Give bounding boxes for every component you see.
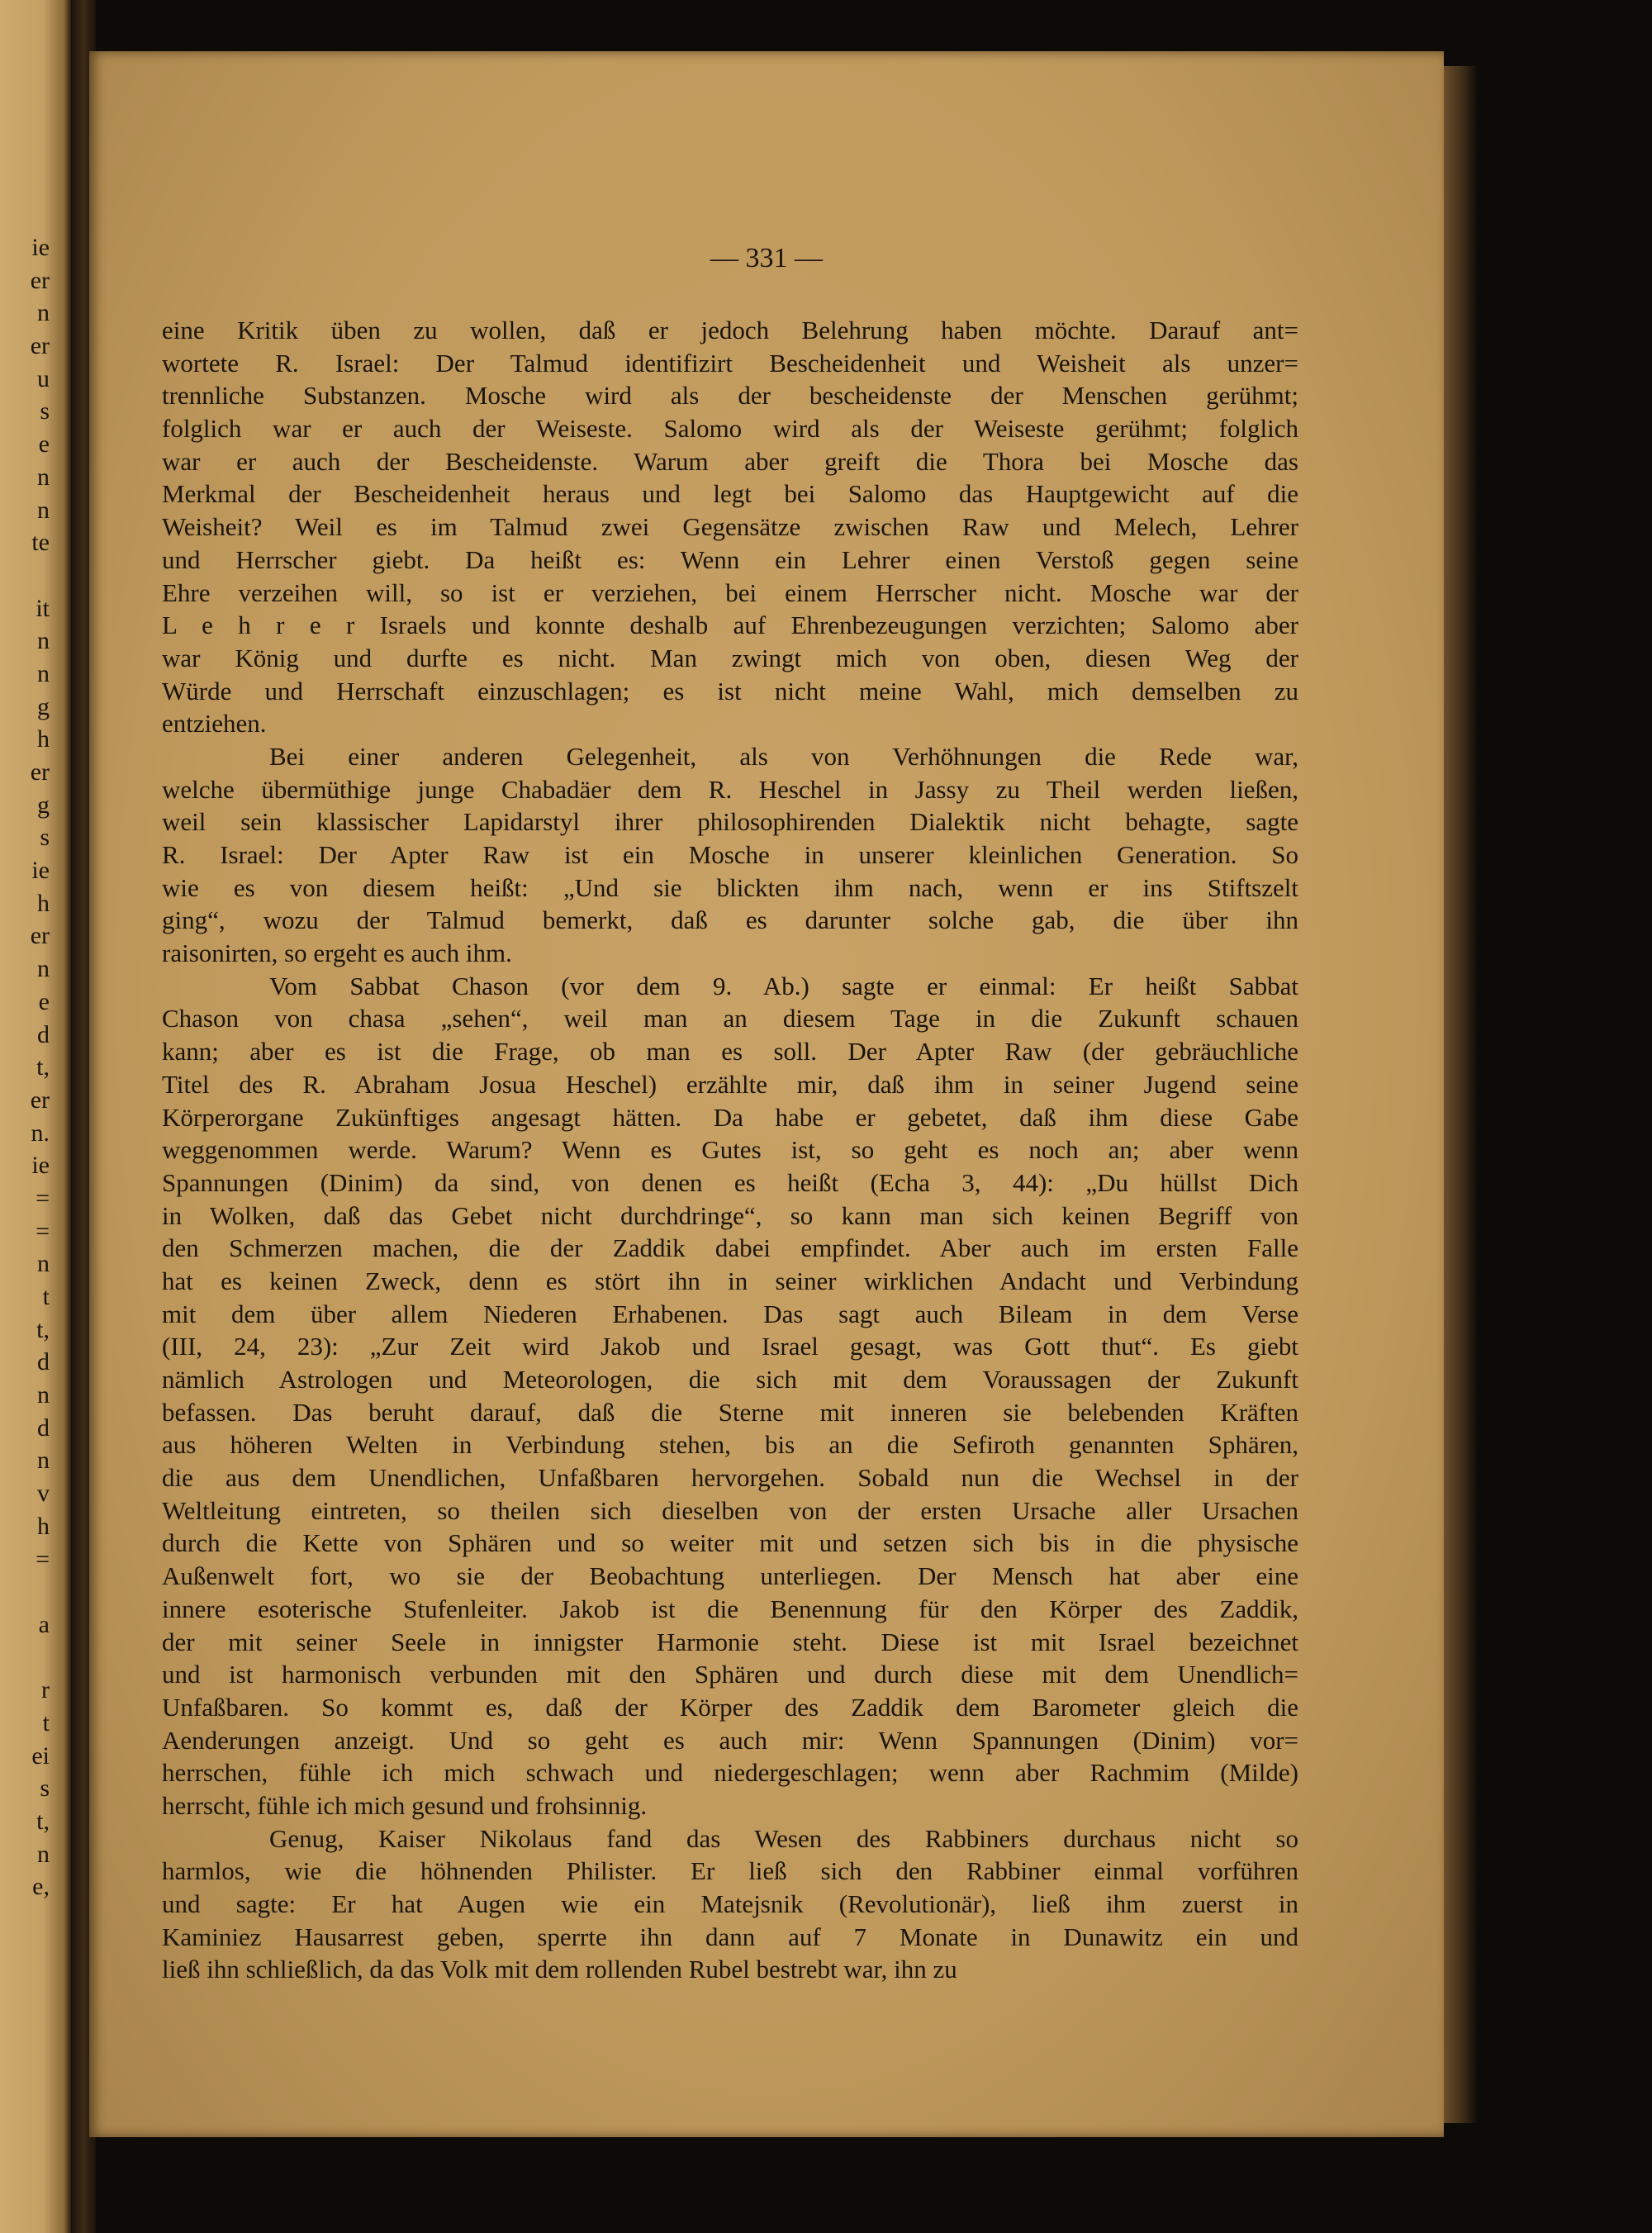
text-line: befassen. Das beruht darauf, daß die Sterne mit inneren sie belebenden Kräften [162, 1397, 1298, 1427]
text-line: Chason von chasa „sehen“, weil man an diesem Tage in die Zukunft schauen [162, 1004, 1298, 1033]
text-line: war König und durfte es nicht. Man zwingt mich von oben, diesen Weg der [162, 643, 1298, 672]
left-page-fragment: ie [31, 234, 50, 261]
text-line: Würde und Herrschaft einzuschlagen; es ist nicht meine Wahl, mich demselben zu [162, 676, 1298, 706]
left-page-fragment: te [31, 529, 50, 557]
left-page-edge [0, 0, 71, 2233]
left-page-fragment: e [38, 987, 50, 1015]
left-page-fragment: d [37, 1020, 50, 1048]
left-page-fragment: = [36, 1217, 50, 1245]
paragraph [162, 314, 1298, 740]
text-line: herrschen, fühle ich mich schwach und niedergeschlagen; wenn aber Rachmim (Milde) [162, 1758, 1298, 1788]
left-page-fragment: e [38, 430, 50, 458]
left-page-fragment: t [42, 1283, 50, 1310]
text-line: wie es von diesem heißt: „Und sie blickten ihm nach, wenn er ins Stiftszelt [162, 872, 1298, 902]
text-line: und ist harmonisch verbunden mit den Sphären und durch diese mit dem Unendlich= [162, 1660, 1298, 1689]
text-line: weil sein klassischer Lapidarstyl ihrer philosophirenden Dialektik nicht behagte, sagte [162, 807, 1298, 837]
text-line: und Herrscher giebt. Da heißt es: Wenn ein Lehrer einen Verstoß gegen seine [162, 544, 1298, 574]
page-number: — 331 — [710, 243, 823, 273]
text-line: Aenderungen anzeigt. Und so geht es auch mir: Wenn Spannungen (Dinim) vor= [162, 1725, 1298, 1755]
text-line: wortete R. Israel: Der Talmud identifizirt Bescheidenheit und Weisheit als unzer= [162, 348, 1298, 378]
left-page-fragment: v [37, 1480, 50, 1508]
text-line: hat es keinen Zweck, denn es stört ihn in seiner wirklichen Andacht und Verbindung [162, 1266, 1298, 1295]
left-page-fragment: t, [36, 1053, 50, 1081]
left-page-fragment: e, [32, 1873, 50, 1901]
text-line: aus höheren Welten in Verbindung stehen, bis an die Sefiroth genannten Sphären, [162, 1430, 1298, 1460]
text-line: herrscht, fühle ich mich gesund und frohsinnig. [162, 1790, 648, 1820]
left-page-fragment: g [37, 692, 50, 720]
left-page-fragment: t, [36, 1808, 50, 1835]
left-page-fragment: n. [31, 1119, 50, 1147]
left-page-fragment: g [37, 791, 50, 819]
left-page-fragment [0, 559, 50, 592]
text-line: Genug, Kaiser Nikolaus fand das Wesen des Rabbiners durchaus nicht so [269, 1823, 1298, 1853]
text-line: Kaminiez Hausarrest geben, sperrte ihn dann auf 7 Monate in Dunawitz ein und [162, 1922, 1298, 1951]
text-line: durch die Kette von Sphären und so weiter mit und setzen sich bis in die physische [162, 1528, 1298, 1558]
text-line: Weisheit? Weil es im Talmud zwei Gegensätze zwischen Raw und Melech, Lehrer [162, 512, 1298, 542]
text-line: mit dem über allem Niederen Erhabenen. Das sagt auch Bileam in dem Verse [162, 1299, 1298, 1328]
text-line: Ehre verzeihen will, so ist er verziehen, bei einem Herrscher nicht. Mosche war der [162, 577, 1298, 607]
text-line: entziehen. [162, 709, 267, 739]
text-line: Unfaßbaren. So kommt es, daß der Körper des Zaddik dem Barometer gleich die [162, 1692, 1298, 1722]
left-page-fragment: n [37, 1250, 50, 1278]
left-page-fragment: n [37, 627, 50, 655]
text-line: raisonirten, so ergeht es auch ihm. [162, 938, 512, 968]
left-page-fragment: er [30, 1086, 50, 1114]
left-page-fragment: ie [31, 857, 50, 885]
text-line: war er auch der Bescheidenste. Warum aber greift die Thora bei Mosche das [162, 446, 1298, 476]
left-page-fragment: s [40, 397, 50, 425]
left-page-fragment: it [36, 594, 50, 622]
left-page-fragment: n [37, 955, 50, 983]
text-line: nämlich Astrologen und Meteorologen, die sich mit dem Voraussagen der Zukunft [162, 1365, 1298, 1394]
left-page-fragment: er [30, 266, 50, 294]
left-page-fragment: t, [36, 1315, 50, 1343]
left-page-fragment: a [38, 1610, 50, 1638]
body-text [162, 314, 1298, 1986]
text-line: welche übermüthige junge Chabadäer dem R. Heschel in Jassy zu Theil werden ließen, [162, 774, 1298, 804]
left-page-fragment: n [37, 1381, 50, 1409]
text-line: der mit seiner Seele in innigster Harmonie steht. Diese ist mit Israel bezeichnet [162, 1627, 1298, 1656]
left-page-fragment: d [37, 1413, 50, 1442]
text-line: die aus dem Unendlichen, Unfaßbaren hervorgehen. Sobald nun die Wechsel in der [162, 1463, 1298, 1493]
left-page-fragment: = [36, 1184, 50, 1212]
left-page-fragment: s [40, 1775, 50, 1803]
left-page-fragment [0, 1641, 50, 1675]
text-line: Körperorgane Zukünftiges angesagt hätten. Da habe er gebetet, daß ihm diese Gabe [162, 1102, 1298, 1132]
left-page-fragment: n [37, 1840, 50, 1868]
text-line: in Wolken, daß das Gebet nicht durchdringe“, so kann man sich keinen Begriff von [162, 1200, 1298, 1230]
left-page-fragment: n [37, 1447, 50, 1475]
page-stack-edge [1444, 66, 1477, 2123]
left-page-fragment: h [37, 889, 50, 917]
left-page-fragment: n [37, 496, 50, 524]
text-line: eine Kritik üben zu wollen, daß er jedoch Belehrung haben möchte. Darauf ant= [162, 316, 1298, 344]
left-page-fragment: u [37, 364, 50, 392]
left-page-fragment [0, 1575, 50, 1608]
text-line: ließ ihn schließlich, da das Volk mit dem rollenden Rubel bestrebt war, ihn zu [162, 1955, 957, 1984]
text-line: (III, 24, 23): „Zur Zeit wird Jakob und Israel gesagt, was Gott thut“. Es giebt [162, 1332, 1298, 1361]
paragraph [162, 740, 1298, 970]
left-page-text-fragments [0, 231, 50, 1903]
text-line: Merkmal der Bescheidenheit heraus und legt bei Salomo das Hauptgewicht auf die [162, 479, 1298, 509]
paragraph [162, 970, 1298, 1822]
text-line: weggenommen werde. Warum? Wenn es Gutes ist, so geht es noch an; aber wenn [162, 1135, 1298, 1165]
text-line: und sagte: Er hat Augen wie ein Matejsnik (Revolutionär), ließ ihm zuerst in [162, 1889, 1298, 1918]
text-line: innere esoterische Stufenleiter. Jakob ist die Benennung für den Körper des Zaddik, [162, 1594, 1298, 1623]
left-page-fragment: = [36, 1545, 50, 1573]
left-page-fragment: h [37, 1512, 50, 1540]
left-page-fragment: s [40, 824, 50, 852]
left-page-fragment: er [30, 332, 50, 360]
left-page-fragment: n [37, 299, 50, 327]
text-line: den Schmerzen machen, die der Zaddik dabei empfindet. Aber auch im ersten Falle [162, 1233, 1298, 1263]
left-page-fragment: n [37, 463, 50, 491]
left-page-fragment: n [37, 659, 50, 687]
left-page-fragment: ie [31, 1152, 50, 1180]
text-line: folglich war er auch der Weiseste. Salomo wird als der Weiseste gerühmt; folglich [162, 414, 1298, 444]
book-page [89, 51, 1444, 2137]
text-line: harmlos, wie die höhnenden Philister. Er ließ sich den Rabbiner einmal vorführen [162, 1856, 1298, 1886]
left-page-fragment: ei [31, 1741, 50, 1770]
left-page-fragment: er [30, 922, 50, 950]
text-line: Titel des R. Abraham Josua Heschel) erzählte mir, daß ihm in seiner Jugend seine [162, 1069, 1298, 1099]
left-page-fragment: d [37, 1348, 50, 1376]
left-page-fragment: er [30, 758, 50, 786]
text-line: kann; aber es ist die Frage, ob man es soll. Der Apter Raw (der gebräuchliche [162, 1037, 1298, 1067]
text-line: Bei einer anderen Gelegenheit, als von Verhöhnungen die Rede war, [269, 741, 1298, 771]
paragraph [162, 1822, 1298, 1986]
text-line: Spannungen (Dinim) da sind, von denen es heißt (Echa 3, 44): „Du hüllst Dich [162, 1167, 1298, 1197]
text-line: ging“, wozu der Talmud bemerkt, daß es darunter solche gab, die über ihn [162, 905, 1298, 935]
text-line: Außenwelt fort, wo sie der Beobachtung unterliegen. Der Mensch hat aber eine [162, 1561, 1298, 1591]
left-page-fragment: t [42, 1708, 50, 1737]
left-page-fragment: r [41, 1676, 50, 1704]
text-line: R. Israel: Der Apter Raw ist ein Mosche in unserer kleinlichen Generation. So [162, 840, 1298, 869]
text-line: L e h r e r Israels und konnte deshalb auf Ehrenbezeugungen verzichten; Salomo aber [162, 611, 1298, 640]
text-line: Weltleitung eintreten, so theilen sich dieselben von der ersten Ursache aller Ursachen [162, 1495, 1298, 1525]
text-line: trennliche Substanzen. Mosche wird als der bescheidenste der Menschen gerühmt; [162, 381, 1298, 411]
text-line: Vom Sabbat Chason (vor dem 9. Ab.) sagte er einmal: Er heißt Sabbat [269, 971, 1298, 1000]
left-page-fragment: h [37, 725, 50, 753]
